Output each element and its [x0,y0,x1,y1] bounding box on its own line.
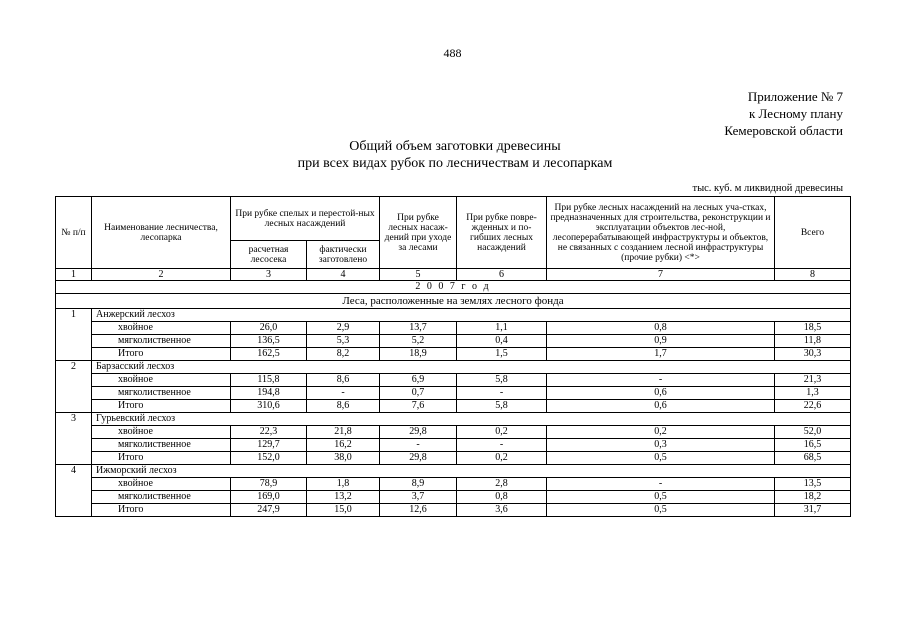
value-cell: 2,9 [307,322,380,335]
table-row [56,374,851,387]
table-row [56,387,851,400]
value-cell: 5,8 [457,374,547,387]
value-cell: 0,2 [457,426,547,439]
value-cell: 115,8 [231,374,307,387]
value-cell: 18,9 [380,348,457,361]
year-row [56,281,851,294]
value-cell: 26,0 [231,322,307,335]
value-cell: 5,8 [457,400,547,413]
value-cell: 38,0 [307,452,380,465]
value-cell: 8,9 [380,478,457,491]
col-number: 2 [92,269,231,281]
value-cell: 1,7 [547,348,775,361]
value-cell: - [380,439,457,452]
forestry-row [56,361,851,374]
row-label: хвойное [92,322,231,335]
header-num: № п/п [56,197,92,269]
value-cell: 13,2 [307,491,380,504]
value-cell: 16,2 [307,439,380,452]
value-cell: - [547,478,775,491]
value-cell: 169,0 [231,491,307,504]
title-line-2: при всех видах рубок по лесничествам и лесопаркам [297,156,613,171]
table-row [56,426,851,439]
harvest-table [55,196,851,517]
forestry-name: Ижморский лесхоз [92,465,851,478]
row-label: мягколиственное [92,387,231,400]
value-cell: 194,8 [231,387,307,400]
value-cell: 18,2 [775,491,851,504]
value-cell: 29,8 [380,452,457,465]
value-cell: 0,5 [547,504,775,517]
value-cell: - [307,387,380,400]
col-number: 6 [457,269,547,281]
table-row [56,400,851,413]
value-cell: 2,8 [457,478,547,491]
value-cell: 6,9 [380,374,457,387]
value-cell: 136,5 [231,335,307,348]
row-label: хвойное [92,374,231,387]
col-number: 3 [231,269,307,281]
table-row [56,439,851,452]
header-other: При рубке лесных насаждений на лесных уча-стках, предназначенных для строительства, реконструкции и эксплуатации объектов лес-ной, лесоперерабатывающей инфраструктуры и объектов, не связанных с созданием лесной инфраструктуры (прочие рубки) <*> [547,197,775,269]
appendix-line-3: Кемеровской области [724,123,843,138]
value-cell: 1,1 [457,322,547,335]
value-cell: - [457,439,547,452]
value-cell: 162,5 [231,348,307,361]
value-cell: 3,7 [380,491,457,504]
appendix-line-1: Приложение № 7 [747,89,843,104]
value-cell: 11,8 [775,335,851,348]
value-cell: 0,7 [380,387,457,400]
row-label: Итого [92,348,231,361]
value-cell: 13,7 [380,322,457,335]
value-cell: 29,8 [380,426,457,439]
forestry-index: 3 [56,413,92,465]
value-cell: 0,2 [547,426,775,439]
value-cell: 30,3 [775,348,851,361]
value-cell: 52,0 [775,426,851,439]
document-title [255,138,655,172]
header-name: Наименование лесничества, лесопарка [92,197,231,269]
forestry-name: Анжерский лесхоз [92,309,851,322]
col-number: 8 [775,269,851,281]
header-mature: При рубке спелых и перестой-ных лесных насаждений [231,197,380,241]
value-cell: 3,6 [457,504,547,517]
row-label: мягколиственное [92,491,231,504]
table-row [56,478,851,491]
value-cell: 0,4 [457,335,547,348]
table-row [56,348,851,361]
value-cell: 0,6 [547,387,775,400]
forestry-index: 2 [56,361,92,413]
value-cell: 15,0 [307,504,380,517]
value-cell: 310,6 [231,400,307,413]
table-row [56,335,851,348]
appendix-note [724,88,843,139]
value-cell: 0,6 [547,400,775,413]
row-label: хвойное [92,426,231,439]
value-cell: 0,8 [457,491,547,504]
column-numbers-row [56,269,851,281]
value-cell: 0,8 [547,322,775,335]
forestry-row [56,309,851,322]
forestry-row [56,413,851,426]
value-cell: 22,6 [775,400,851,413]
value-cell: - [457,387,547,400]
value-cell: 5,3 [307,335,380,348]
table-row [56,491,851,504]
value-cell: 18,5 [775,322,851,335]
value-cell: 21,3 [775,374,851,387]
value-cell: 16,5 [775,439,851,452]
table-row [56,452,851,465]
page-number: 488 [443,46,462,60]
row-label: мягколиственное [92,335,231,348]
row-label: Итого [92,400,231,413]
forestry-name: Барзасский лесхоз [92,361,851,374]
col-number: 1 [56,269,92,281]
row-label: Итого [92,504,231,517]
value-cell: 21,8 [307,426,380,439]
table-row [56,322,851,335]
value-cell: 129,7 [231,439,307,452]
header-total: Всего [775,197,851,269]
header-actual: фактически заготовлено [307,241,380,269]
row-label: мягколиственное [92,439,231,452]
value-cell: 8,2 [307,348,380,361]
forestry-row [56,465,851,478]
col-number: 5 [380,269,457,281]
section-row [56,294,851,309]
value-cell: - [547,374,775,387]
row-label: Итого [92,452,231,465]
value-cell: 31,7 [775,504,851,517]
forestry-name: Гурьевский лесхоз [92,413,851,426]
value-cell: 78,9 [231,478,307,491]
value-cell: 13,5 [775,478,851,491]
title-line-1: Общий объем заготовки древесины [349,139,561,154]
col-number: 4 [307,269,380,281]
header-damaged: При рубке повре-жденных и по-гибших лесных насаждений [457,197,547,269]
value-cell: 8,6 [307,374,380,387]
col-number: 7 [547,269,775,281]
value-cell: 7,6 [380,400,457,413]
value-cell: 247,9 [231,504,307,517]
appendix-line-2: к Лесному плану [748,106,843,121]
value-cell: 68,5 [775,452,851,465]
value-cell: 1,5 [457,348,547,361]
row-label: хвойное [92,478,231,491]
value-cell: 0,3 [547,439,775,452]
value-cell: 22,3 [231,426,307,439]
table-row [56,504,851,517]
value-cell: 5,2 [380,335,457,348]
year-label: 2 0 0 7 г о д [56,281,851,294]
value-cell: 0,2 [457,452,547,465]
value-cell: 8,6 [307,400,380,413]
value-cell: 0,9 [547,335,775,348]
value-cell: 0,5 [547,491,775,504]
value-cell: 1,8 [307,478,380,491]
forestry-index: 4 [56,465,92,517]
value-cell: 152,0 [231,452,307,465]
forestry-index: 1 [56,309,92,361]
value-cell: 12,6 [380,504,457,517]
value-cell: 0,5 [547,452,775,465]
header-planned: расчетная лесосека [231,241,307,269]
units-note: тыс. куб. м ликвидной древесины [692,183,843,194]
value-cell: 1,3 [775,387,851,400]
section-label: Леса, расположенные на землях лесного фонда [56,294,851,309]
header-care: При рубке лесных насаж-дений при уходе за лесами [380,197,457,269]
